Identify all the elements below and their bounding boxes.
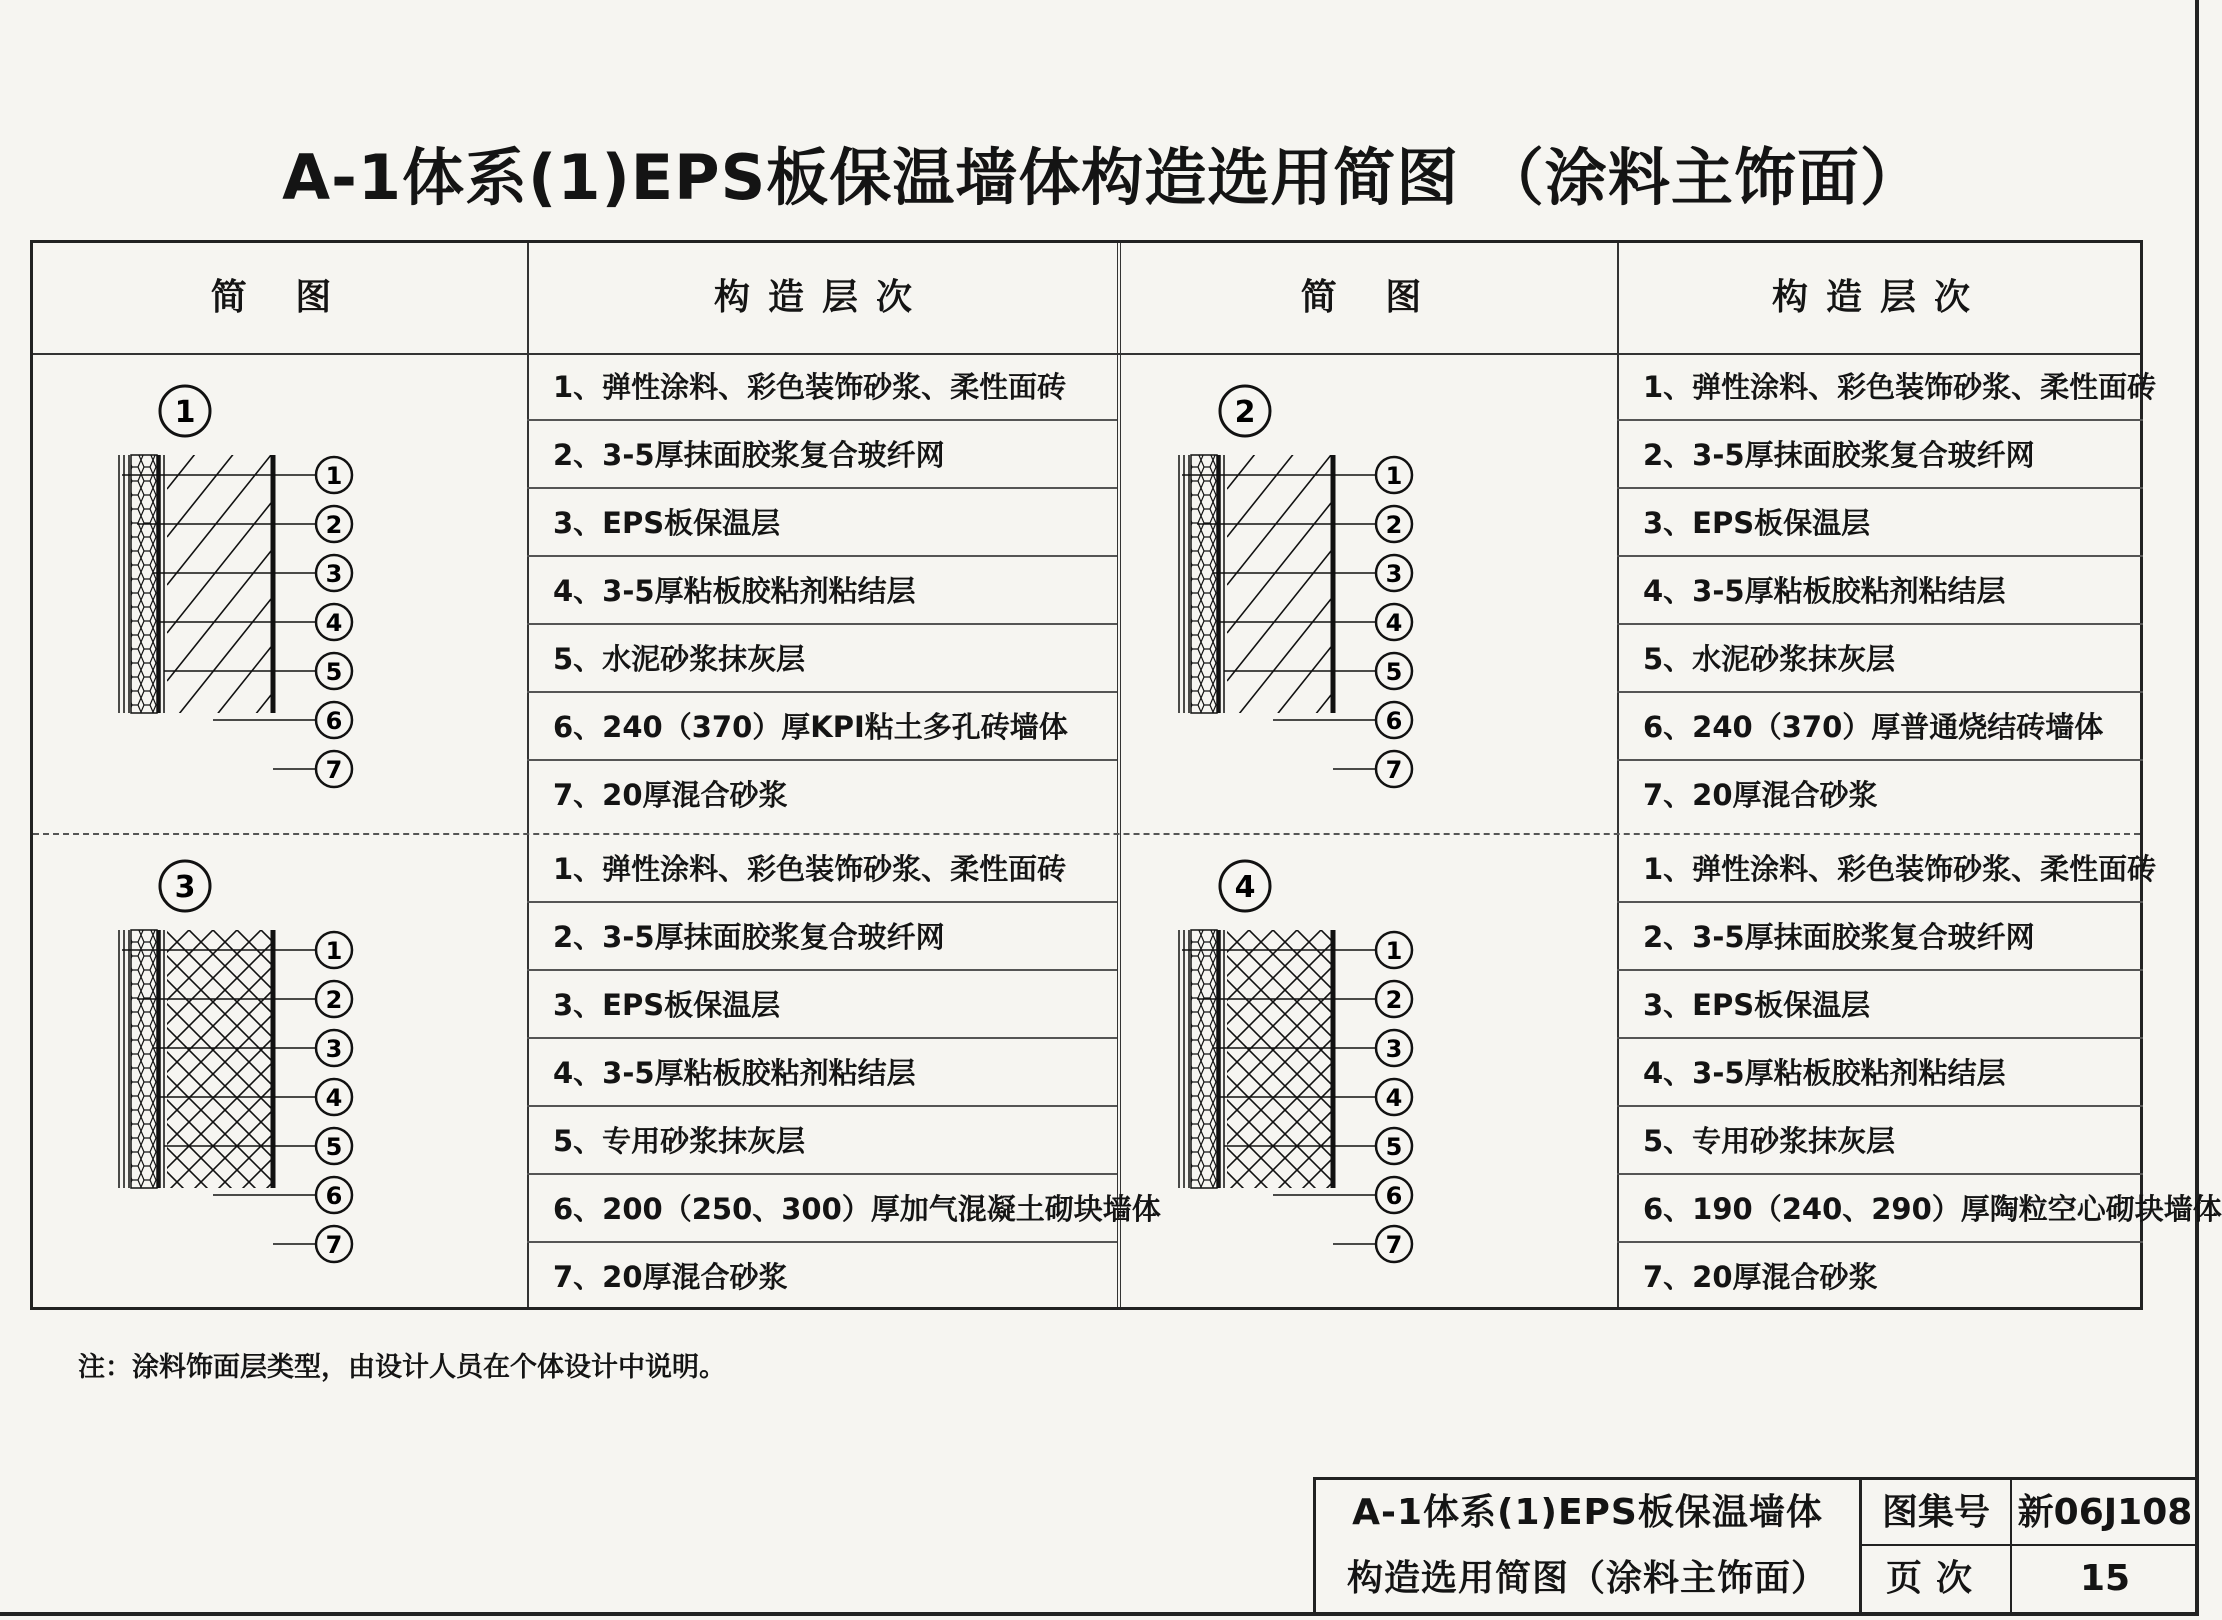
- layer-row: 1、弹性涂料、彩色装饰砂浆、柔性面砖: [1617, 835, 2143, 903]
- layer-row: 4、3-5厚粘板胶粘剂粘结层: [527, 557, 1117, 625]
- layer-row: 7、20厚混合砂浆: [553, 1260, 788, 1294]
- layer-row: 6、190（240、290）厚陶粒空心砌块墙体: [1617, 1175, 2143, 1243]
- callout-number: 1: [1385, 937, 1403, 965]
- layer-row: 2、3-5厚抹面胶浆复合玻纤网: [1617, 903, 2143, 971]
- masonry-core: [167, 930, 271, 1188]
- section-number: [1220, 386, 1270, 436]
- drawing-name-line-1: A-1体系(1)EPS板保温墙体: [1352, 1492, 1823, 1533]
- callout-number: 3: [325, 1035, 343, 1063]
- section-number: [160, 386, 210, 436]
- atlas-number-label: 图集号: [1862, 1480, 2012, 1546]
- callout-number: 1: [325, 462, 343, 490]
- page-title: A-1体系(1)EPS板保温墙体构造选用简图 （涂料主饰面）: [282, 141, 1923, 214]
- header-layers-right: 构造层次: [1771, 277, 1988, 318]
- layer-row: 7、20厚混合砂浆: [1643, 1260, 1878, 1294]
- wall-section-diagram-3: [93, 858, 513, 1259]
- section-number-text: 4: [1234, 870, 1256, 905]
- hatch-line: [1227, 647, 1331, 777]
- masonry-core: [1227, 930, 1331, 1188]
- callout-number: 4: [1385, 1084, 1403, 1112]
- construction-table: [30, 240, 2222, 1310]
- layer-row: 5、专用砂浆抹灰层: [1617, 1107, 2143, 1175]
- insulation-layer: [131, 930, 157, 1188]
- layer-row: 7、20厚混合砂浆: [1643, 778, 1878, 812]
- layer-row: 3、EPS板保温层: [527, 971, 1117, 1039]
- section-number-text: 2: [1234, 395, 1256, 430]
- drawing-name: [1316, 1480, 1862, 1612]
- page-number-value: 15: [2079, 1558, 2131, 1599]
- layer-row: 5、水泥砂浆抹灰层: [1617, 625, 2143, 693]
- layer-row: 4、3-5厚粘板胶粘剂粘结层: [1617, 557, 2143, 625]
- layer-row: 1、弹性涂料、彩色装饰砂浆、柔性面砖: [527, 835, 1117, 903]
- wall-section-diagram-1: [93, 383, 513, 784]
- page-number-label: 页次: [1862, 1546, 2012, 1612]
- callout-number: 2: [1385, 986, 1403, 1014]
- layer-row: 1、弹性涂料、彩色装饰砂浆、柔性面砖: [527, 353, 1117, 421]
- layer-row: 3、EPS板保温层: [1617, 971, 2143, 1039]
- section-number: [160, 861, 210, 911]
- layer-row: 2、3-5厚抹面胶浆复合玻纤网: [527, 421, 1117, 489]
- callout-number: 7: [325, 1231, 343, 1259]
- layer-row: 2、3-5厚抹面胶浆复合玻纤网: [527, 903, 1117, 971]
- hatch-line: [1227, 503, 1331, 633]
- wall-section-diagram-4: [1153, 858, 1573, 1259]
- layer-row: 3、EPS板保温层: [527, 489, 1117, 557]
- callout-number: 1: [325, 937, 343, 965]
- callout-number: 3: [325, 560, 343, 588]
- callout-number: 5: [1385, 658, 1403, 686]
- callout-number: 5: [325, 1133, 343, 1161]
- layer-row: 5、专用砂浆抹灰层: [527, 1107, 1117, 1175]
- section-number-text: 3: [174, 870, 196, 905]
- callout-number: 6: [1385, 1182, 1403, 1210]
- callout-number: 5: [325, 658, 343, 686]
- section-number-text: 1: [174, 395, 196, 430]
- hatch-line: [167, 743, 271, 873]
- callout-number: 4: [325, 609, 343, 637]
- callout-number: 2: [1385, 511, 1403, 539]
- callout-number: 6: [1385, 707, 1403, 735]
- hatch-line: [167, 695, 271, 825]
- callout-number: 5: [1385, 1133, 1403, 1161]
- callout-number: 2: [325, 511, 343, 539]
- header-diagram-right: 简 图: [1300, 277, 1440, 318]
- layer-row: 3、EPS板保温层: [1617, 489, 2143, 557]
- hatch-line: [1227, 695, 1331, 825]
- design-note: 注：涂料饰面层类型，由设计人员在个体设计中说明。: [78, 1352, 726, 1383]
- grid-line-center: [1117, 243, 1121, 1307]
- hatch-line: [1227, 743, 1331, 873]
- header-diagram-left: 简 图: [210, 277, 350, 318]
- wall-section-diagram-2: [1153, 383, 1573, 784]
- insulation-layer: [1191, 455, 1217, 713]
- layer-row: 4、3-5厚粘板胶粘剂粘结层: [1617, 1039, 2143, 1107]
- callout-number: 7: [1385, 756, 1403, 784]
- layer-row: 4、3-5厚粘板胶粘剂粘结层: [527, 1039, 1117, 1107]
- callout-number: 6: [325, 1182, 343, 1210]
- callout-number: 3: [1385, 560, 1403, 588]
- callout-number: 6: [325, 707, 343, 735]
- layer-row: 6、240（370）厚KPI粘土多孔砖墙体: [527, 693, 1117, 761]
- atlas-number-value: 新06J108: [2012, 1480, 2198, 1546]
- hatch-line: [1227, 599, 1331, 729]
- hatch-line: [1227, 551, 1331, 681]
- title-block: [1313, 1477, 2195, 1612]
- layer-row: 6、240（370）厚普通烧结砖墙体: [1617, 693, 2143, 761]
- layer-row: 5、水泥砂浆抹灰层: [527, 625, 1117, 693]
- layer-row: 6、200（250、300）厚加气混凝土砌块墙体: [527, 1175, 1117, 1243]
- section-number: [1220, 861, 1270, 911]
- hatch-line: [167, 503, 271, 633]
- drawing-name-line-2: 构造选用简图（涂料主饰面）: [1346, 1558, 1828, 1599]
- callout-number: 2: [325, 986, 343, 1014]
- callout-number: 4: [325, 1084, 343, 1112]
- hatch-line: [167, 599, 271, 729]
- hatch-line: [167, 551, 271, 681]
- callout-number: 7: [325, 756, 343, 784]
- callout-number: 7: [1385, 1231, 1403, 1259]
- callout-number: 1: [1385, 462, 1403, 490]
- hatch-line: [167, 647, 271, 777]
- layer-row: 1、弹性涂料、彩色装饰砂浆、柔性面砖: [1617, 353, 2143, 421]
- callout-number: 4: [1385, 609, 1403, 637]
- header-layers-left: 构造层次: [713, 277, 930, 318]
- layer-row: 7、20厚混合砂浆: [553, 778, 788, 812]
- layer-row: 2、3-5厚抹面胶浆复合玻纤网: [1617, 421, 2143, 489]
- insulation-layer: [131, 455, 157, 713]
- insulation-layer: [1191, 930, 1217, 1188]
- callout-number: 3: [1385, 1035, 1403, 1063]
